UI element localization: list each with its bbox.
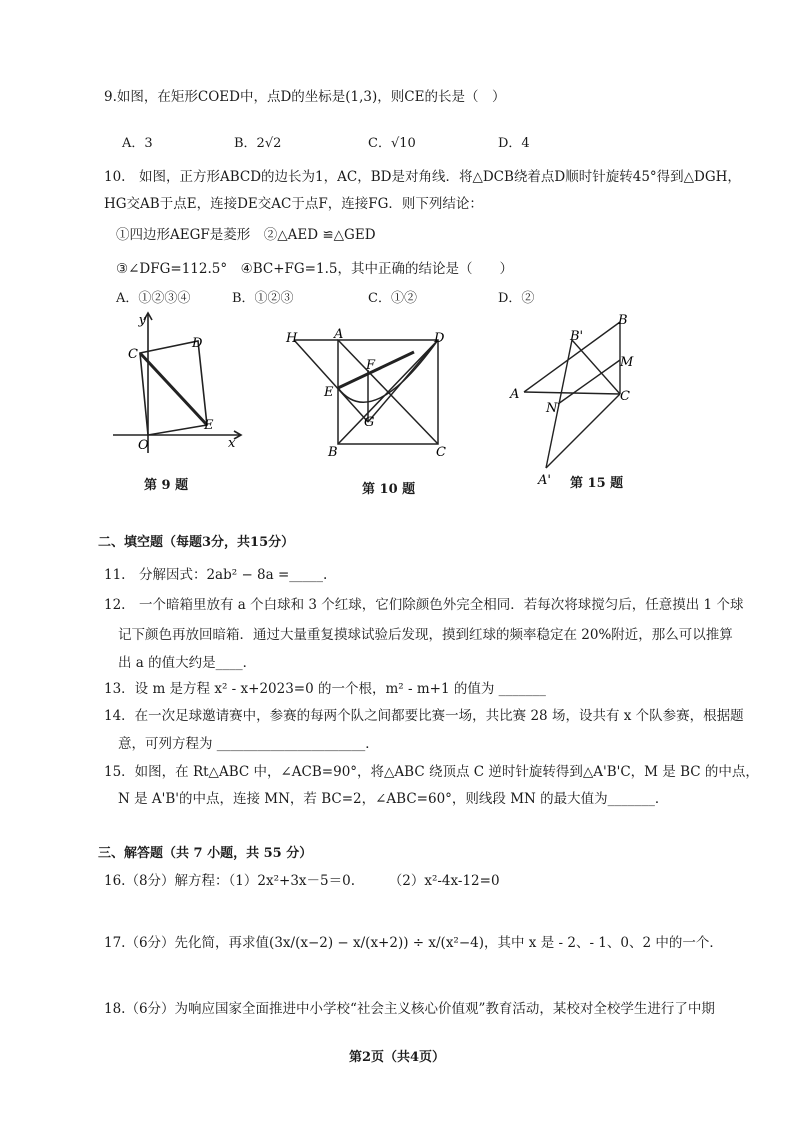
q10-option-d: D．②	[498, 291, 535, 306]
q13: 13．设 m 是方程 x² - x+2023=0 的一个根，m² - m+1 的值为 _______	[104, 681, 546, 697]
fig10-label-f: F	[366, 358, 376, 373]
q9-option-d: D．4	[498, 136, 530, 151]
fig10-label-g: G	[364, 415, 375, 430]
fig9-label-y: y	[138, 313, 146, 328]
q16: 16.（8分）解方程：（1）2x²+3x－5＝0. （2）x²-4x-12=0	[104, 873, 500, 889]
q18: 18.（6分）为响应国家全面推进中小学校“社会主义核心价值观”教育活动，某校对全校学生进行了中期	[104, 1001, 715, 1017]
fig15-label-c: C	[620, 389, 630, 404]
q10-stem-line4: ③∠DFG=112.5° ④BC+FG=1.5，其中正确的结论是（ ）	[116, 261, 513, 277]
q12-line1: 12. 一个暗箱里放有 a 个白球和 3 个红球，它们除颜色外完全相同．若每次将球搅匀后，任意摸出 1 个球	[104, 597, 744, 613]
figure-15	[508, 310, 658, 490]
q10-stem-line2: HG交AB于点E，连接DE交AC于点F，连接FG．则下列结论：	[104, 196, 483, 212]
fig15-label-n: N	[546, 401, 558, 416]
fig10-label-b: B	[328, 445, 338, 460]
q15-line2: N 是 A'B'的中点，连接 MN，若 BC=2，∠ABC=60°，则线段 MN 的最大值为_______．	[118, 791, 669, 807]
section3-title: 三、解答题（共 7 小题，共 55 分）	[98, 846, 313, 861]
q14-line1: 14．在一次足球邀请赛中，参赛的每两个队之间都要比赛一场，共比赛 28 场，设共有 x 个队参赛，根据题	[104, 708, 744, 724]
q12-line3: 出 a 的值大约是____．	[118, 655, 257, 671]
section2-title: 二、填空题（每题3分，共15分）	[98, 535, 295, 550]
fig9-label-c: C	[128, 347, 138, 362]
q14-line2: 意，可列方程为 ______________________．	[118, 736, 379, 752]
fig15-label-m: M	[620, 355, 634, 370]
q10-stem-line1: 10. 如图，正方形ABCD的边长为1，AC，BD是对角线．将△DCB绕着点D顺时针旋转45°得到△DGH，	[104, 169, 741, 185]
fig10-label-d: D	[434, 331, 445, 346]
figure-10	[282, 322, 462, 462]
fig10-label-c: C	[436, 445, 446, 460]
q9-option-c: C．√10	[368, 136, 416, 151]
fig15-label-b-prime: B'	[570, 329, 584, 344]
fig10-label-h: H	[286, 331, 298, 346]
fig10-label-e: E	[324, 385, 334, 400]
fig15-caption: 第 15 题	[570, 476, 624, 491]
q9-option-a: A．3	[122, 136, 153, 151]
fig10-caption: 第 10 题	[362, 482, 416, 497]
fig15-label-a-prime: A'	[538, 473, 551, 488]
q10-option-a: A．①②③④	[116, 291, 191, 306]
fig9-caption: 第 9 题	[144, 478, 189, 493]
q9-option-b: B．2√2	[234, 136, 282, 151]
fig10-label-a: A	[334, 327, 344, 342]
q15-line1: 15．如图，在 Rt△ABC 中，∠ACB=90°，将△ABC 绕顶点 C 逆时针旋转得到△A'B'C，M 是 BC 的中点，	[104, 764, 759, 780]
fig15-label-b: B	[618, 313, 628, 328]
q12-line2: 记下颜色再放回暗箱．通过大量重复摸球试验后发现，摸到红球的频率稳定在 20%附近，那么可以推算	[118, 627, 733, 643]
fig9-label-x: x	[228, 436, 236, 451]
q17: 17.（6分）先化简，再求值(3x/(x−2) − x/(x+2)) ÷ x/(x²−4)，其中 x 是 - 2、- 1、0、2 中的一个．	[104, 935, 723, 951]
q10-option-b: B．①②③	[232, 291, 294, 306]
page-footer: 第2页（共4页）	[348, 1050, 446, 1065]
fig15-label-a: A	[510, 387, 520, 402]
q9-stem: 9.如图，在矩形COED中，点D的坐标是(1,3)，则CE的长是（ ）	[104, 89, 506, 105]
q10-stem-line3: ①四边形AEGF是菱形 ②△AED ≌△GED	[116, 227, 376, 243]
q10-option-c: C．①②	[368, 291, 417, 306]
figure-9	[108, 308, 248, 458]
q11: 11. 分解因式：2ab² − 8a =_____.	[104, 567, 328, 583]
fig9-label-o: O	[138, 438, 149, 453]
fig9-label-e: E	[204, 418, 214, 433]
fig9-label-d: D	[192, 336, 203, 351]
